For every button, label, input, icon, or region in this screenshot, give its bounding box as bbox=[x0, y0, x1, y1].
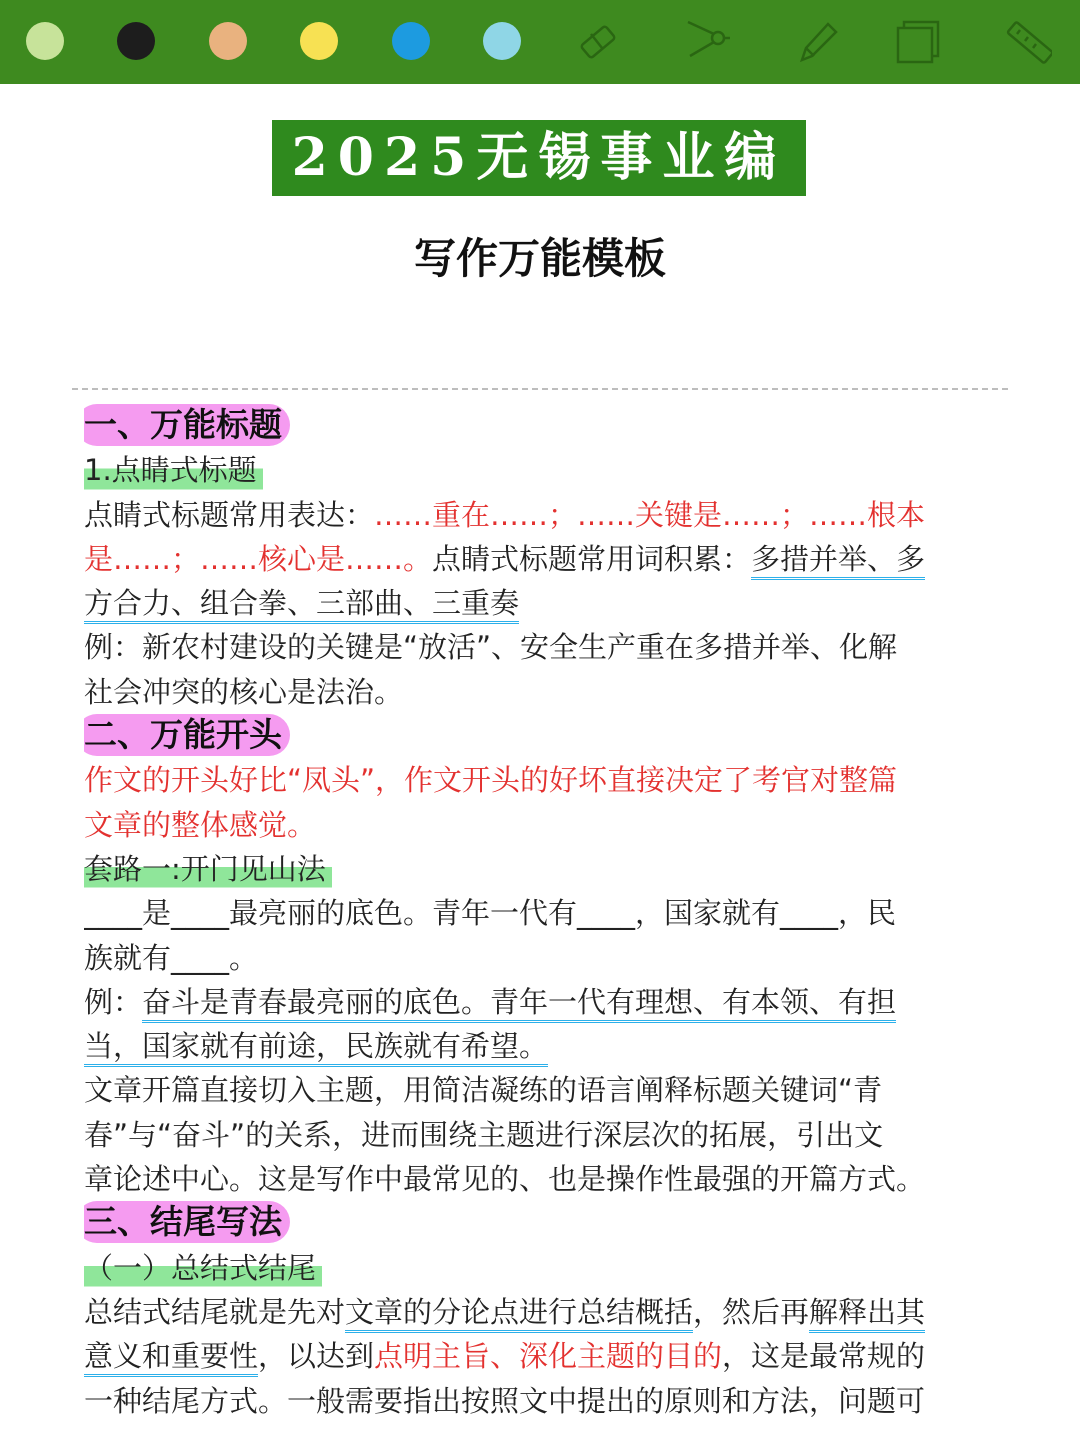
pencil-icon[interactable] bbox=[792, 16, 840, 68]
underlined-text-span: 多措并举、多 bbox=[751, 542, 925, 580]
text-line: ____是____最亮丽的底色。青年一代有____，国家就有____，民 bbox=[84, 896, 897, 931]
text-line: 一种结尾方式。一般需要指出按照文中提出的原则和方法，问题可 bbox=[84, 1383, 926, 1418]
text-span: ，然后再 bbox=[693, 1294, 810, 1329]
text-span: ，这是最常规的 bbox=[722, 1339, 926, 1374]
text-line bbox=[84, 980, 996, 1024]
text-line: 社会冲突的核心是法治。 bbox=[84, 674, 404, 709]
red-text-line: 文章的整体感觉。 bbox=[84, 807, 317, 842]
text-line: 文章开篇直接切入主题，用简洁凝练的语言阐释标题关键词“青 bbox=[84, 1073, 883, 1108]
dashed-divider bbox=[72, 388, 1008, 390]
color-swatch-light-green[interactable] bbox=[26, 22, 64, 60]
underlined-text-span: 文章的分论点进行总结概括 bbox=[345, 1295, 693, 1333]
text-line bbox=[84, 581, 996, 625]
text-line bbox=[84, 493, 996, 537]
color-swatch-tan[interactable] bbox=[209, 22, 247, 60]
section-heading: 一、万能标题 bbox=[84, 404, 290, 446]
underlined-text-span: 意义和重要性 bbox=[84, 1339, 258, 1377]
compass-icon[interactable] bbox=[684, 16, 732, 68]
section-heading-line bbox=[84, 404, 996, 448]
text-line: 族就有____。 bbox=[84, 940, 259, 975]
text-line bbox=[84, 1290, 996, 1334]
section-heading: 三、结尾写法 bbox=[84, 1201, 290, 1243]
ruler-icon[interactable] bbox=[1004, 16, 1052, 68]
subheading: （一）总结式结尾 bbox=[84, 1246, 322, 1290]
color-swatch-black[interactable] bbox=[117, 22, 155, 60]
color-swatch-light-blue[interactable] bbox=[483, 22, 521, 60]
page-title: 2025无锡事业编 bbox=[272, 120, 806, 196]
text-span: ，以达到 bbox=[258, 1339, 375, 1374]
section-heading-line bbox=[84, 1201, 996, 1245]
section-heading: 二、万能开头 bbox=[84, 714, 290, 756]
text-span: 例： bbox=[84, 984, 143, 1019]
subheading: 1.点睛式标题 bbox=[84, 448, 263, 492]
subheading-line bbox=[84, 1246, 996, 1290]
text-line: 例：新农村建设的关键是“放活”、安全生产重在多措并举、化解 bbox=[84, 630, 898, 665]
text-span: 点睛式标题常用表达： bbox=[84, 497, 375, 532]
red-text-line: 作文的开头好比“凤头”，作文开头的好坏直接决定了考官对整篇 bbox=[84, 763, 898, 798]
underlined-text-span: 解释出其 bbox=[809, 1295, 925, 1333]
subheading-line bbox=[84, 847, 996, 891]
text-line bbox=[84, 537, 996, 581]
subheading-line bbox=[84, 448, 996, 492]
eraser-icon[interactable] bbox=[574, 16, 622, 68]
text-line bbox=[84, 1024, 996, 1068]
toolbar bbox=[0, 0, 1080, 84]
red-text-span: 是……；……核心是……。 bbox=[84, 541, 433, 576]
red-text-span: ……重在……；……关键是……；……根本 bbox=[374, 497, 926, 532]
section-heading-line bbox=[84, 714, 996, 758]
text-line: 章论述中心。这是写作中最常见的、也是操作性最强的开篇方式。 bbox=[84, 1162, 926, 1197]
text-line bbox=[84, 1334, 996, 1378]
document-body bbox=[84, 404, 996, 1423]
color-swatch-yellow[interactable] bbox=[300, 22, 338, 60]
layers-icon[interactable] bbox=[894, 16, 942, 68]
red-text-span: 点明主旨、深化主题的目的 bbox=[374, 1339, 723, 1374]
underlined-text-span: 奋斗是青春最亮丽的底色。青年一代有理想、有本领、有担 bbox=[142, 985, 896, 1023]
underlined-text-span: 方合力、组合拳、三部曲、三重奏 bbox=[84, 586, 519, 624]
subheading: 套路一:开门见山法 bbox=[84, 847, 332, 891]
underlined-text-span: 当，国家就有前途，民族就有希望。 bbox=[84, 1029, 548, 1067]
color-swatch-blue[interactable] bbox=[392, 22, 430, 60]
page-subtitle: 写作万能模板 bbox=[413, 234, 666, 283]
text-line: 春”与“奋斗”的关系，进而围绕主题进行深层次的拓展，引出文 bbox=[84, 1117, 884, 1152]
text-span: 点睛式标题常用词积累： bbox=[432, 541, 752, 576]
text-span: 总结式结尾就是先对 bbox=[84, 1294, 346, 1329]
